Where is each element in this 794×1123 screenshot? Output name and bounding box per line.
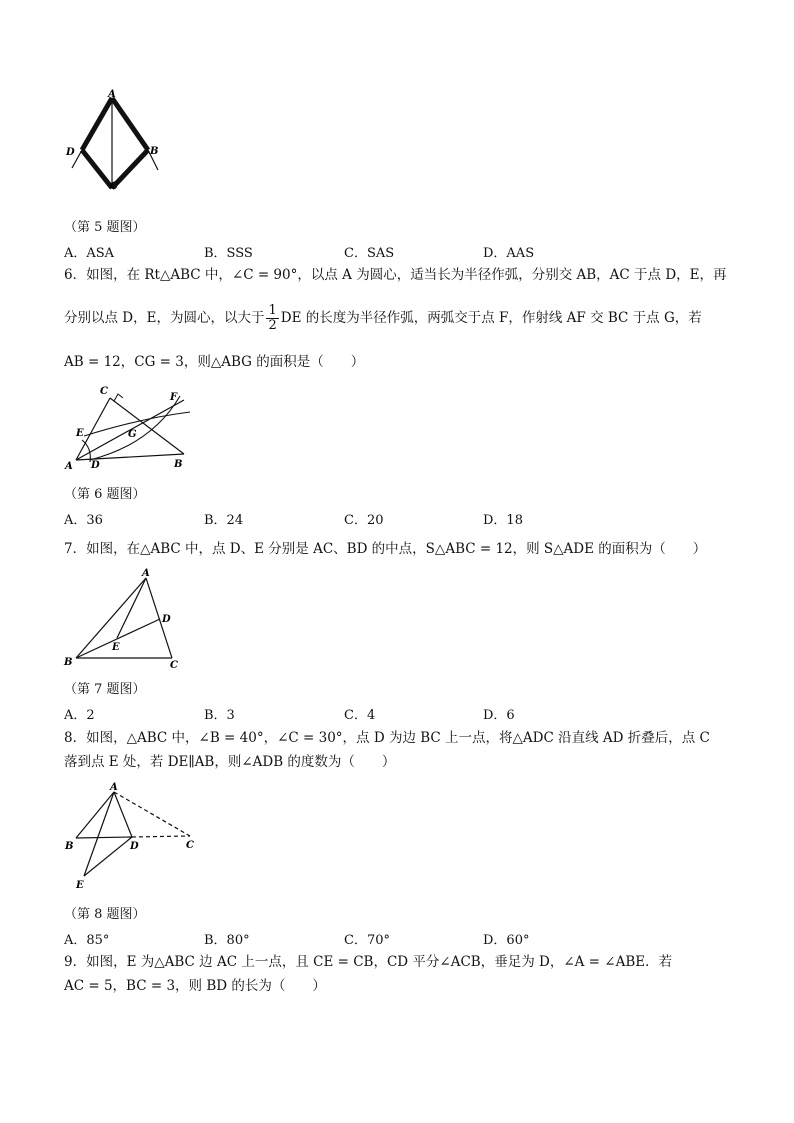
- q6-stem-line1: [64, 265, 744, 285]
- q8-option-c[interactable]: C．70°: [344, 933, 390, 948]
- q6-stem-line2: [64, 302, 744, 334]
- q5-label-D: D: [66, 147, 75, 158]
- q8-caption: （第 8 题图）: [64, 907, 146, 922]
- q6-line2-pre: 分别以点 D，E，为圆心，以大于: [64, 310, 265, 326]
- q6-option-c[interactable]: C．20: [344, 513, 384, 528]
- q5-label-A: A: [108, 89, 116, 100]
- q8-label-C: C: [186, 840, 194, 851]
- q6-label-A: A: [65, 461, 73, 472]
- q7-option-b[interactable]: B．3: [204, 708, 235, 723]
- q8-option-b[interactable]: B．80°: [204, 933, 250, 948]
- q6-caption: （第 6 题图）: [64, 487, 146, 502]
- q6-line1: 如图，在 Rt△ABC 中，∠C = 90°，以点 A 为圆心，适当长为半径作弧，分别交 AB，AC 于点 D，E，再: [86, 267, 727, 283]
- q7-options: [64, 704, 744, 722]
- q5-options: [64, 242, 744, 260]
- q5-option-c[interactable]: C．SAS: [344, 246, 395, 261]
- q7-label-A: A: [142, 568, 150, 579]
- q9-stem-line1: [64, 952, 744, 972]
- q8-number: 8．: [64, 730, 87, 746]
- q5-option-b[interactable]: B．SSS: [204, 246, 253, 261]
- q9-line1: 如图，E 为△ABC 边 AC 上一点，且 CE = CB，CD 平分∠ACB，垂足为 D，∠A = ∠ABE．若: [86, 954, 673, 970]
- q6-fraction: [266, 304, 278, 333]
- q6-option-a[interactable]: A．36: [64, 513, 103, 528]
- q5-caption: （第 5 题图）: [64, 220, 146, 235]
- q6-label-D: D: [91, 460, 100, 471]
- q7-option-c[interactable]: C．4: [344, 708, 376, 723]
- q7-number: 7．: [64, 541, 87, 557]
- q9-line2: AC = 5，BC = 3，则 BD 的长为（ ）: [64, 978, 326, 994]
- q7-option-a[interactable]: A．2: [64, 708, 95, 723]
- q8-label-A: A: [110, 782, 118, 793]
- q7-stem: [64, 539, 744, 559]
- q6-figure: [62, 384, 202, 474]
- q7-label-E: E: [112, 642, 120, 653]
- q6-label-F: F: [170, 392, 178, 403]
- q6-line2-post: DE 的长度为半径作弧，两弧交于点 F，作射线 AF 交 BC 于点 G，若: [280, 310, 702, 326]
- q6-label-G: G: [128, 429, 137, 440]
- q5-option-a[interactable]: A．ASA: [64, 246, 115, 261]
- q8-label-D: D: [130, 841, 139, 852]
- q8-figure: [62, 780, 212, 894]
- q8-line1: 如图，△ABC 中，∠B = 40°，∠C = 30°，点 D 为边 BC 上一点，将△ADC 沿直线 AD 折叠后，点 C: [86, 730, 710, 746]
- q7-label-C: C: [170, 660, 178, 671]
- q5-label-C: C: [110, 181, 118, 192]
- q7-caption: （第 7 题图）: [64, 682, 146, 697]
- q6-label-B: B: [174, 459, 183, 470]
- q7-option-d[interactable]: D．6: [483, 708, 515, 723]
- q6-line3: AB = 12，CG = 3，则△ABG 的面积是（ ）: [64, 354, 365, 370]
- q8-option-a[interactable]: A．85°: [64, 933, 110, 948]
- q8-options: [64, 929, 744, 947]
- q7-label-B: B: [64, 657, 73, 668]
- q6-frac-den: 2: [268, 318, 277, 333]
- q5-label-B: B: [150, 146, 159, 157]
- q6-option-b[interactable]: B．24: [204, 513, 244, 528]
- q5-figure-kite: [60, 88, 170, 198]
- q6-label-C: C: [100, 386, 108, 397]
- q8-stem-line1: [64, 728, 744, 748]
- q7-label-D: D: [162, 614, 171, 625]
- q6-number: 6．: [64, 267, 87, 283]
- q6-label-E: E: [76, 428, 84, 439]
- q8-label-B: B: [65, 841, 74, 852]
- q8-option-d[interactable]: D．60°: [483, 933, 530, 948]
- q5-option-d[interactable]: D．AAS: [483, 246, 535, 261]
- q9-number: 9．: [64, 954, 87, 970]
- q8-line2: 落到点 E 处，若 DE∥AB，则∠ADB 的度数为（ ）: [64, 754, 396, 770]
- q7-line1: 如图，在△ABC 中，点 D、E 分别是 AC、BD 的中点，S△ABC = 12，则 S△ADE 的面积为（ ）: [86, 541, 707, 557]
- q7-figure: [62, 566, 192, 672]
- q8-label-E: E: [76, 880, 84, 891]
- q6-frac-num: 1: [268, 303, 277, 318]
- q6-options: [64, 509, 744, 527]
- q6-option-d[interactable]: D．18: [483, 513, 523, 528]
